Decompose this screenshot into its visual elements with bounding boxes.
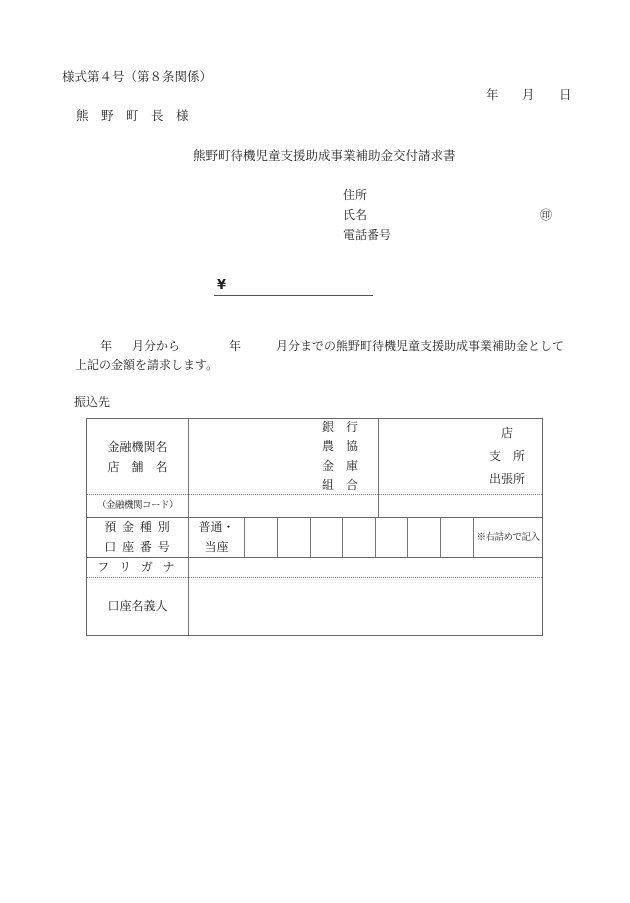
account-type-ordinary[interactable]: 普通・	[198, 520, 235, 534]
row-divider	[87, 577, 542, 578]
account-type-current[interactable]: 当座	[204, 540, 229, 554]
address-label: 住所	[343, 188, 368, 202]
period-from-year: 年	[100, 339, 113, 353]
date-line	[486, 85, 572, 103]
branch-type-store[interactable]: 店	[500, 426, 513, 440]
period-to-year: 年	[229, 339, 242, 353]
amount-field[interactable]	[214, 278, 373, 296]
account-digit-2[interactable]	[278, 517, 310, 556]
account-number-label: 口 座 番 号	[104, 540, 171, 554]
form-number: 様式第４号（第８条関係）	[62, 69, 213, 84]
institution-code-label: （金融機関コード）	[96, 500, 178, 511]
account-digit-7[interactable]	[441, 517, 473, 556]
account-digit-3[interactable]	[311, 517, 342, 556]
institution-type-shinkin[interactable]: 金 庫	[321, 459, 358, 473]
yen-icon: ¥	[217, 278, 227, 293]
branch-code-field[interactable]	[380, 495, 542, 516]
branch-name-label: 店 舗 名	[107, 460, 168, 474]
branch-type-office[interactable]: 出張所	[488, 472, 525, 486]
account-digit-6[interactable]	[408, 517, 440, 556]
institution-name-field[interactable]	[189, 420, 319, 493]
request-statement: 上記の金額を請求します。	[75, 358, 219, 372]
bank-transfer-table	[86, 418, 543, 636]
account-digit-1[interactable]	[245, 517, 277, 556]
date-day: 日	[559, 87, 572, 102]
seal-icon: ㊞	[540, 208, 553, 222]
transfer-section-label: 振込先	[74, 395, 111, 409]
institution-code-field[interactable]	[189, 495, 377, 516]
branch-name-field[interactable]	[380, 420, 470, 493]
branch-type-branch[interactable]: 支 所	[488, 449, 525, 463]
date-month: 月	[522, 87, 535, 102]
page-title: 熊野町待機児童支援助成事業補助金交付請求書	[193, 148, 456, 163]
account-digit-5[interactable]	[376, 517, 407, 556]
column-divider	[378, 419, 379, 517]
address-field[interactable]	[375, 183, 545, 201]
right-align-note: ※右詰めで記入	[476, 532, 540, 543]
phone-field[interactable]	[395, 223, 545, 241]
date-year: 年	[486, 87, 499, 102]
period-from-month: 月分から	[132, 339, 181, 353]
account-holder-label: 口座名義人	[107, 599, 168, 613]
account-type-label: 預 金 種 別	[104, 520, 171, 534]
account-digit-4[interactable]	[343, 517, 375, 556]
addressee: 熊 野 町 長 様	[76, 108, 189, 123]
name-label: 氏名	[343, 208, 368, 222]
furigana-label: フ リ ガ ナ	[97, 560, 178, 574]
institution-type-union[interactable]: 組 合	[321, 478, 358, 492]
institution-name-label: 金融機関名	[107, 440, 168, 454]
period-to-month-rest: 月分までの熊野町待機児童支援助成事業補助金として	[276, 339, 565, 353]
institution-type-bank[interactable]: 銀 行	[321, 420, 358, 434]
phone-label: 電話番号	[343, 228, 392, 242]
name-field[interactable]	[375, 203, 535, 221]
institution-type-agri-coop[interactable]: 農 協	[321, 439, 358, 453]
